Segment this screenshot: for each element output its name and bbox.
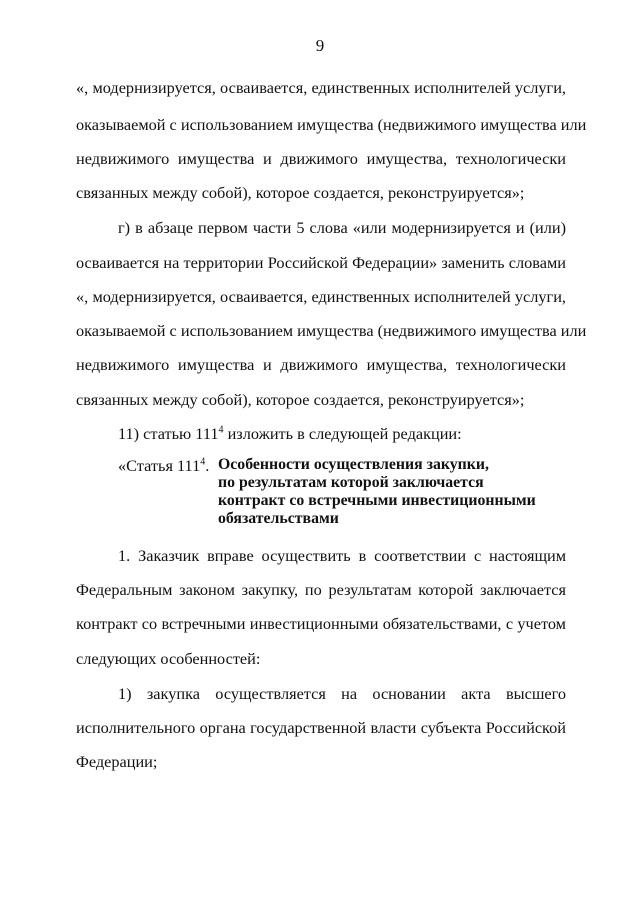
text-line: «, модернизируется, осваивается, единственных исполнителей услуги, — [76, 78, 566, 97]
article-title-line: Особенности осуществления закупки, — [218, 456, 489, 473]
text-line: Федерации; — [76, 752, 158, 771]
text-line: 1. Заказчик вправе осуществить в соответствии с настоящим — [118, 546, 566, 565]
superscript: 4 — [218, 424, 224, 436]
text-line: исполнительного органа государственной власти субъекта Российской — [76, 718, 566, 737]
text-line: г) в абзаце первом части 5 слова «или модернизируется и (или) — [118, 218, 566, 237]
text-line: осваивается на территории Российской Федерации» заменить словами — [76, 253, 566, 272]
article-label-dot: . — [205, 456, 210, 475]
text-line: оказываемой с использованием имущества (недвижимого имущества или — [76, 115, 587, 134]
text-line: связанных между собой), которое создается, реконструируется»; — [76, 390, 525, 409]
text-fragment: изложить в следующей редакции: — [223, 424, 462, 443]
article-label-text: «Статья 111 — [118, 456, 201, 475]
article-title — [218, 456, 558, 528]
text-line: «, модернизируется, осваивается, единственных исполнителей услуги, — [76, 287, 566, 306]
text-line: недвижимого имущества и движимого имущества, технологически — [76, 355, 566, 374]
article-title-line: контракт со встречными инвестиционными — [218, 492, 536, 509]
text-line: недвижимого имущества и движимого имущества, технологически — [76, 149, 566, 168]
article-title-line: обязательствами — [218, 510, 339, 527]
text-line: связанных между собой), которое создается, реконструируется»; — [76, 183, 525, 202]
text-line: Федеральным законом закупку, по результатам которой заключается — [76, 580, 566, 599]
superscript: 4 — [200, 456, 206, 468]
article-label — [118, 456, 209, 476]
text-fragment: 11) статью 111 — [118, 424, 219, 443]
text-line: оказываемой с использованием имущества (недвижимого имущества или — [76, 321, 587, 340]
text-line: контракт со встречными инвестиционными обязательствами, с учетом — [76, 614, 566, 633]
text-line — [118, 424, 566, 444]
page-number: 9 — [315, 36, 325, 55]
text-line: 1) закупка осуществляется на основании акта высшего — [118, 684, 566, 703]
article-title-line: по результатам которой заключается — [218, 474, 484, 491]
text-line: следующих особенностей: — [76, 649, 261, 668]
